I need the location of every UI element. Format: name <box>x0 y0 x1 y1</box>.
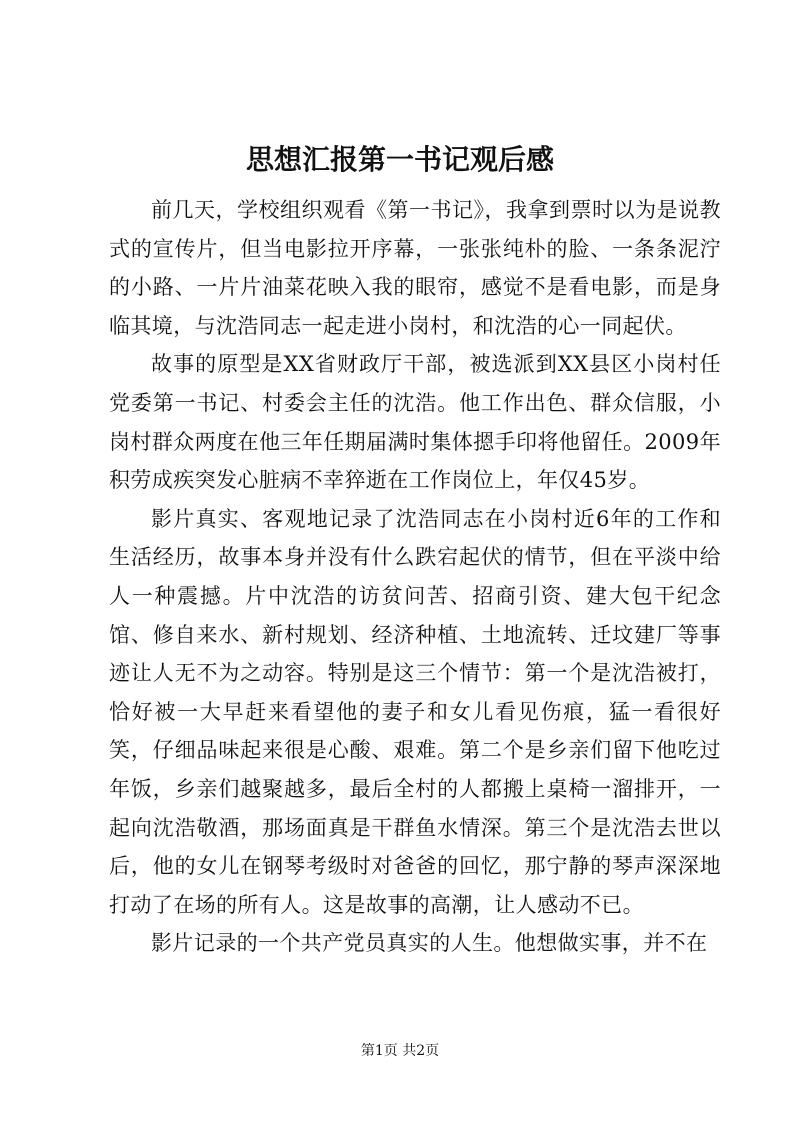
page-footer: 第1页 共2页 <box>360 1043 440 1059</box>
document-title: 思想汇报第一书记观后感 <box>245 143 554 176</box>
paragraph: 影片记录的一个共产党员真实的人生。他想做实事，并不在 <box>151 931 708 956</box>
paragraph: 影片真实、客观地记录了沈浩同志在小岗村近6年的工作和生活经历，故事本身并没有什么跌宕起伏的情节，但在平淡中给人一种震撼。片中沈浩的访贫问苦、招商引资、建大包干纪念馆、修自来水、新村规划、经济种植、土地流转、迁坟建厂等事迹让人无不为之动容。特别是这三个情节：第一个是沈浩被打，恰好被一大早赶来看望他的妻子和女儿看见伤痕，猛一看很好笑，仔细品味起来很是心酸、艰难。第二个是乡亲们留下他吃过年饭，乡亲们越聚越多，最后全村的人都搬上桌椅一溜排开，一起向沈浩敬酒，那场面真是干群鱼水情深。第三个是沈浩去世以后，他的女儿在钢琴考级时对爸爸的回忆，那宁静的琴声深深地打动了在场的所有人。这是故事的高潮，让人感动不已。 <box>109 506 721 917</box>
document-body <box>109 191 721 963</box>
paragraph: 前几天，学校组织观看《第一书记》，我拿到票时以为是说教式的宣传片，但当电影拉开序幕，一张张纯朴的脸、一条条泥泞的小路、一片片油菜花映入我的眼帘，感觉不是看电影，而是身临其境，与沈浩同志一起走进小岗村，和沈浩的心一同起伏。 <box>109 198 721 338</box>
paragraph: 故事的原型是XX省财政厅干部，被选派到XX县区小岗村任党委第一书记、村委会主任的沈浩。他工作出色、群众信服，小岗村群众两度在他三年任期届满时集体摁手印将他留任。2009年积劳成疾突发心脏病不幸猝逝在工作岗位上，年仅45岁。 <box>109 352 721 493</box>
